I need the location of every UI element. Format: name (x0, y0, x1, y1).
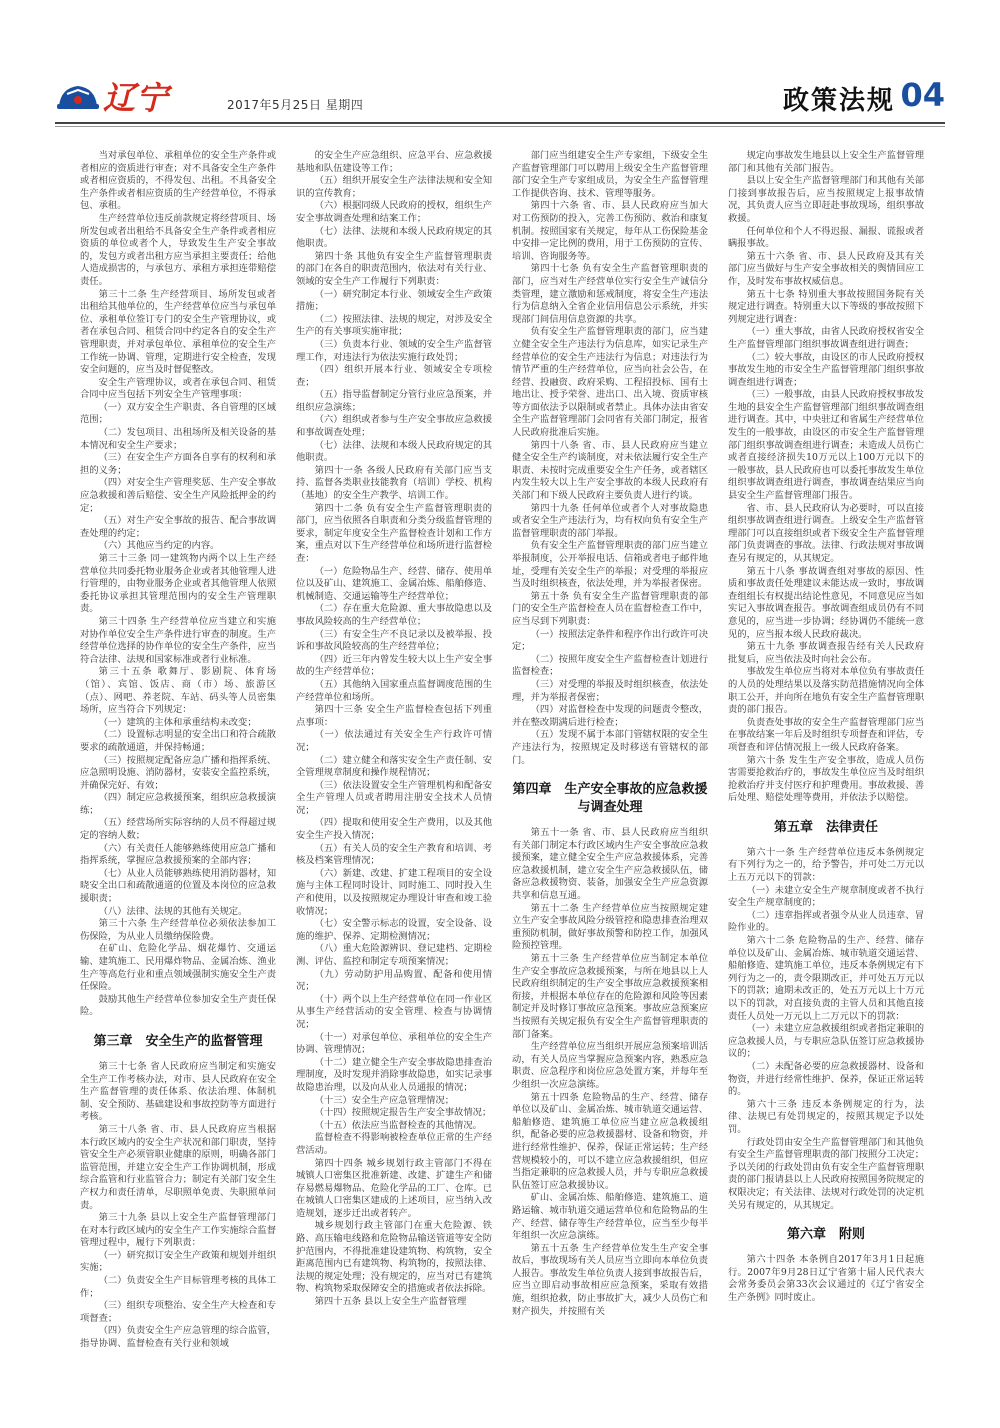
article-paragraph: （一）依法通过有关安全生产行政许可情况； (296, 729, 492, 753)
article-paragraph: （二）发包项目、出租场所及相关设备的基本情况和安全生产要求； (80, 427, 276, 451)
article-paragraph: 监督检查不得影响被检查单位正常的生产经营活动。 (296, 1132, 492, 1156)
article-paragraph: （七）法律、法规和本级人民政府规定的其他职责。 (296, 225, 492, 250)
article-paragraph: 第六十条 发生生产安全事故，造成人员伤害需要抢救治疗的，事故发生单位应当及时组织抢救治疗并支付医疗和护理费用。事故救援、善后处理、赔偿处理等费用，并依法予以赔偿。 (728, 754, 924, 804)
article-paragraph: （二）按照法律、法规的规定，对涉及安全生产的有关事项实施审批； (296, 313, 492, 338)
article-paragraph: 安全生产管理协议，或者在承包合同、租赁合同中应当包括下列安全生产管理事项： (80, 376, 276, 401)
article-paragraph: （六）有关责任人能够熟练使用应急广播和指挥系统，掌握应急救援预案的全部内容； (80, 842, 276, 867)
article-paragraph: （三）在安全生产方面各自享有的权利和承担的义务； (80, 452, 276, 476)
article-paragraph: （二）建立健全和落实安全生产责任制、安全管理规章制度和操作规程情况； (296, 754, 492, 779)
article-paragraph: （二）负责安全生产目标管理考核的具体工作； (80, 1275, 276, 1299)
article-paragraph: （一）重大事故，由省人民政府授权省安全生产监督管理部门组织事故调查组进行调查； (728, 326, 924, 350)
article-paragraph: 在矿山、危险化学品、烟花爆竹、交通运输、建筑施工、民用爆炸物品、金属冶炼、渔业生产等高危行业和重点领域强制实施安全生产责任保险。 (80, 943, 276, 993)
article-paragraph: 第五十一条 省、市、县人民政府应当组织有关部门制定本行政区域内生产安全事故应急救援预案，建立健全安全生产应急救援体系，完善应急救援机制，建立安全生产应急救援队伍，储备应急救援物资、装备，加强安全生产应急资源共享和信息互通。 (512, 827, 708, 902)
article-paragraph: （四）负责安全生产应急管理的综合监管，指导协调、监督检查有关行业和领域 (80, 1325, 276, 1350)
article-paragraph: （四）制定应急救援预案，组织应急救援演练； (80, 792, 276, 816)
article-paragraph: 第三十二条 生产经营项目、场所发包或者出租给其他单位的，生产经营单位应当与承包单位、承租单位签订专门的安全生产管理协议，或者在承包合同、租赁合同中约定各自的安全生产管理职责，并对承包单位、承租单位的安全生产工作统一协调、管理，定期进行安全检查，发现安全问题的，应当及时督促整改。 (80, 288, 276, 376)
article-paragraph: 事故发生单位应当将对本单位负有事故责任的人员的处理结果以及落实防范措施情况向全体职工公开，并向所在地负有安全生产监督管理职责的部门报告。 (728, 666, 924, 716)
article-paragraph: （四）提取和使用安全生产费用，以及其他安全生产投入情况； (296, 817, 492, 842)
article-paragraph: （十）两个以上生产经营单位在同一作业区从事生产经营活动的安全管理、检查与协调情况； (296, 993, 492, 1030)
article-paragraph: 第五十六条 省、市、县人民政府及其有关部门应当做好与生产安全事故相关的舆情回应工作，及时发布事故权威信息。 (728, 250, 924, 287)
masthead (55, 62, 945, 124)
article-paragraph: （一）未建立安全生产规章制度或者不执行安全生产规章制度的； (728, 884, 924, 909)
article-paragraph: （三）组织专项整治、安全生产大检查和专项督查； (80, 1300, 276, 1324)
article-paragraph: （三）一般事故，由县人民政府授权事故发生地的县安全生产监督管理部门组织事故调查组进行调查。其中，中央驻辽和省属生产经营单位发生的一般事故，由设区的市安全生产监督管理部门组织事故调查组进行调查；未造成人员伤亡或者直接经济损失10万元以上100万元以下的一般事故，县人民政府也可以委托事故发生单位组织事故调查组进行调查，事故调查结果应当向县安全生产监督管理部门报告。 (728, 389, 924, 502)
article-paragraph: （四）对监督检查中发现的问题责令整改，并在整改期满后进行检查； (512, 704, 708, 728)
article-paragraph: （十三）安全生产应急管理情况； (314, 1094, 455, 1106)
article-paragraph: （一）危险物品生产、经营、储存、使用单位以及矿山、建筑施工、金属冶炼、船舶修造、机械制造、交通运输等生产经营单位； (296, 565, 492, 602)
article-paragraph: （三）有安全生产不良记录以及被举报、投诉和事故风险较高的生产经营单位； (296, 628, 492, 653)
chapter-heading: 第四章 生产安全事故的应急救援与调查处理 (512, 782, 708, 816)
chapter-heading: 第五章 法律责任 (773, 819, 878, 835)
article-paragraph: 第三十三条 同一建筑物内两个以上生产经营单位共同委托物业服务企业或者其他管理人进行管理的，由物业服务企业或者其他管理人依照委托协议承担其管理范围内的安全生产管理职责。 (80, 553, 276, 615)
article-paragraph: （二）未配备必要的应急救援器材、设备和物资，并进行经常性维护、保养，保证正常运转的。 (728, 1060, 924, 1098)
article-paragraph: 第四十七条 负有安全生产监督管理职责的部门，应当对生产经营单位实行安全生产诚信分类管理，建立激励和惩戒制度，将安全生产违法行为信息纳入全省企业信用信息公示系统，并实现部门间信用信息资源的共享。 (512, 263, 708, 325)
article-paragraph: （二）按照年度安全生产监督检查计划进行监督检查； (512, 653, 708, 678)
article-paragraph: 第三十五条 歌舞厅、影剧院、体育场（馆）、宾馆、饭店、商（市）场、旅游区（点）、网吧、养老院、车站、码头等人员密集场所，应当符合下列规定： (80, 666, 276, 716)
logo-text: 辽宁 (103, 79, 170, 117)
article-paragraph: 第三十六条 生产经营单位必须依法参加工伤保险，为从业人员缴纳保险费。 (80, 918, 276, 942)
article-paragraph: 县以上安全生产监督管理部门和其他有关部门接到事故报告后，应当按照规定上报事故情况，其负责人应当立即赶赴事故现场，组织事故救援。 (728, 175, 924, 224)
chapter-heading: 第三章 安全生产的监督管理 (93, 1033, 263, 1049)
article-paragraph: （一）未建立应急救援组织或者指定兼职的应急救援人员，与专职应急队伍签订应急救援协议的； (728, 1023, 924, 1060)
article-paragraph: 当对承包单位、承租单位的安全生产条件或者相应的资质进行审查；对不具备安全生产条件或者相应资质的，不得发包、出租。不具备安全生产条件或者相应资质的生产经营单位，不得承包、承租。 (80, 150, 276, 212)
article-paragraph: 省、市、县人民政府认为必要时，可以直接组织事故调查组进行调查。上级安全生产监督管理部门可以直接组织或者下级安全生产监督管理部门负责调查的事故。法律、行政法规对事故调查另有规定的，从其规定。 (728, 502, 924, 564)
article-paragraph: 第四十五条 县以上安全生产监督管理 (314, 1296, 467, 1308)
article-paragraph: 第四十八条 省、市、县人民政府应当建立健全安全生产约谈制度，对未依法履行安全生产职责、未按时完成重要安全生产任务，或者辖区内发生较大以上生产安全事故的本级人民政府有关部门和下级人民政府主要负责人进行约谈。 (512, 439, 708, 502)
column-1 (80, 150, 276, 1350)
article-paragraph: （一）建筑的主体和承重结构未改变； (98, 716, 257, 728)
article-paragraph: 负有安全生产监督管理职责的部门，应当建立健全安全生产违法行为信息库，如实记录生产经营单位的安全生产违法行为信息；对违法行为情节严重的生产经营单位，应当向社会公告，在经营、投融资、政府采购、工程招投标、国有土地出让、授予荣誉、进出口、出入境、资质审核等方面依法予以限制或者禁止。具体办法由省安全生产监督管理部门会同省有关部门制定，报省人民政府批准后实施。 (512, 326, 708, 439)
article-paragraph: 负责查处事故的安全生产监督管理部门应当在事故结案一年后及时组织专项督查和评估，专项督查和评估情况报上一级人民政府备案。 (728, 716, 924, 753)
article-paragraph: （四）组织开展本行业、领域安全专项检查； (296, 364, 492, 388)
article-paragraph: 第六十三条 违反本条例规定的行为，法律、法规已有处罚规定的，按照其规定予以处罚。 (728, 1098, 924, 1135)
article-paragraph: （七）法律、法规和本级人民政府规定的其他职责。 (296, 439, 492, 464)
article-paragraph: 第三十四条 生产经营单位应当建立和实施对协作单位安全生产条件进行审查的制度。生产经营单位选择的协作单位的安全生产条件，应当符合法律、法规和国家标准或者行业标准。 (80, 615, 276, 665)
article-paragraph: 第四十一条 各级人民政府有关部门应当支持、监督各类职业技能教育（培训）学校、机构（基地）的安全生产教学、培训工作。 (296, 464, 492, 502)
article-paragraph: （十一）对承包单位、承租单位的安全生产协调、管理情况； (296, 1031, 492, 1056)
worker-helmet-icon (55, 76, 101, 116)
article-paragraph: 生产经营单位违反前款规定将经营项目、场所发包或者出租给不具备安全生产条件或者相应资质的单位或者个人，导致发生生产安全事故的，发包方或者出租方应当承担主要责任；给他人造成损害的，与承包方、承租方承担连带赔偿责任。 (80, 212, 276, 287)
article-paragraph: （一）研究拟订安全生产政策和规划并组织实施； (80, 1249, 276, 1274)
article-paragraph: （五）发现不属于本部门管辖权限的安全生产违法行为，按照规定及时移送有管辖权的部门。 (512, 729, 708, 766)
article-paragraph: （三）对受理的举报及时组织核查，依法处理，并为举报者保密； (512, 678, 708, 703)
article-paragraph: （五）其他纳入国家重点监督调度范围的生产经营单位和场所。 (296, 678, 492, 703)
header-rule-thin (55, 126, 945, 127)
article-paragraph: （八）法律、法规的其他有关规定。 (98, 905, 248, 917)
article-paragraph: （十五）依法应当监督检查的其他情况。 (314, 1119, 482, 1131)
article-paragraph: （一）按照法定条件和程序作出行政许可决定； (512, 628, 708, 653)
article-paragraph: （五）对生产安全事故的报告、配合事故调查处理的约定； (80, 515, 276, 539)
article-paragraph: （二）存在重大危险源、重大事故隐患以及事故风险较高的生产经营单位； (296, 603, 492, 627)
article-paragraph: 第三十九条 县以上安全生产监督管理部门在对本行政区域内的安全生产工作实施综合监督管理过程中，履行下列职责： (80, 1212, 276, 1249)
article-paragraph: 第四十条 其他负有安全生产监督管理职责的部门在各自的职责范围内，依法对有关行业、领域的安全生产工作履行下列职责： (296, 250, 492, 287)
article-paragraph: 第三十八条 省、市、县人民政府应当根据本行政区域内的安全生产状况和部门职责，坚持管安全生产必须管职业健康的原则，明确各部门监管范围，并建立安全生产工作协调机制，形成综合监管和行业监管合力；制定有关部门安全生产权力和责任清单，尽职照单免责、失职照单问责。 (80, 1123, 276, 1211)
article-paragraph: 的安全生产应急组织、应急平台、应急救援基地和队伍建设等工作； (296, 150, 492, 174)
article-paragraph: 第四十二条 负有安全生产监督管理职责的部门，应当依照各自职责和分类分级监督管理的要求，制定年度安全生产监督检查计划和工作方案，重点对以下生产经营单位和场所进行监督检查： (296, 502, 492, 564)
column-4 (728, 150, 924, 1350)
article-paragraph: （三）负责本行业、领域的安全生产监督管理工作，对违法行为依法实施行政处罚； (296, 338, 492, 363)
article-paragraph: （六）其他应当约定的内容。 (98, 540, 220, 552)
article-paragraph: （六）新建、改建、扩建工程项目的安全设施与主体工程同时设计、同时施工、同时投入生产和使用，以及按照规定办理设计审查和竣工验收情况； (296, 867, 492, 917)
article-paragraph: （三）依法设置安全生产管理机构和配备安全生产管理人员或者聘用注册安全技术人员情况； (296, 779, 492, 816)
article-paragraph: 鼓励其他生产经营单位参加安全生产责任保险。 (80, 993, 276, 1018)
article-paragraph: （三）按照规定配备应急广播和指挥系统、应急照明设施、消防器材，安装安全监控系统，并确保完好、有效； (80, 754, 276, 791)
article-paragraph: （五）有关人员的安全生产教育和培训、考核及档案管理情况； (296, 842, 492, 867)
article-paragraph: （二）较大事故，由设区的市人民政府授权事故发生地的市安全生产监督管理部门组织事故调查组进行调查； (728, 351, 924, 388)
article-paragraph: （一）双方安全生产职责、各自管理的区域范围； (80, 401, 276, 426)
article-paragraph: 行政处罚由安全生产监督管理部门和其他负有安全生产监督管理职责的部门按照分工决定；予以关闭的行政处罚由负有安全生产监督管理职责的部门报请县以上人民政府按照国务院规定的权限决定；有关法律、法规对行政处罚的决定机关另有规定的，从其规定。 (728, 1136, 924, 1211)
article-paragraph: （七）从业人员能够熟练使用消防器材，知晓安全出口和疏散通道的位置及本岗位的应急救援职责； (80, 867, 276, 905)
section-title: 政策法规 (782, 86, 895, 116)
article-paragraph: 第三十七条 省人民政府应当制定和实施安全生产工作考核办法，对市、县人民政府在安全生产监督管理的责任体系、依法治理、体制机制、安全预防、基础建设和事故控防等方面进行考核。 (80, 1060, 276, 1123)
article-paragraph: （九）劳动防护用品购置、配备和使用情况； (296, 968, 492, 993)
column-2 (296, 150, 492, 1350)
article-paragraph: 矿山、金属冶炼、船舶修造、建筑施工、道路运输、城市轨道交通运营单位和危险物品的生产、经营、储存等生产经营单位，应当至少每半年组织一次应急演练。 (512, 1192, 708, 1242)
article-paragraph: （四）对安全生产管理奖惩、生产安全事故应急救援和善后赔偿、安全生产风险抵押金的约定； (80, 477, 276, 514)
issue-date: 2017年5月25日 星期四 (227, 98, 364, 112)
newspaper-logo (55, 74, 169, 118)
article-paragraph: （二）设置标志明显的安全出口和符合疏散要求的疏散通道，并保持畅通； (80, 729, 276, 753)
article-paragraph: 任何单位和个人不得迟报、漏报、谎报或者瞒报事故。 (728, 225, 924, 250)
article-paragraph: 规定向事故发生地县以上安全生产监督管理部门和其他有关部门报告。 (728, 150, 924, 174)
article-paragraph: （六）组织或者参与生产安全事故应急救援和事故调查处理； (296, 414, 492, 439)
article-paragraph: （一）研究制定本行业、领域安全生产政策措施； (296, 288, 492, 313)
article-paragraph: 第六十一条 生产经营单位违反本条例规定有下列行为之一的，给予警告，并可处二万元以上五万元以下的罚款： (728, 846, 924, 884)
article-paragraph: 第四十四条 城乡规划行政主管部门不得在城镇人口密集区批准新建、改建、扩建生产和储存易燃易爆物品、危险化学品的工厂、仓库。已在城镇人口密集区建成的上述项目，应当纳入改造规划，逐步迁出或者转产。 (296, 1157, 492, 1219)
article-paragraph: 第五十七条 特别重大事故按照国务院有关规定进行调查。特别重大以下等级的事故按照下列规定进行调查： (728, 288, 924, 325)
header-rule (55, 122, 945, 124)
article-paragraph: 部门应当组建安全生产专家组，下级安全生产监督管理部门可以聘用上级安全生产监督管理部门安全生产专家组成员，为安全生产监督管理工作提供咨询、技术、管理等服务。 (512, 150, 708, 199)
article-paragraph: （六）根据同级人民政府的授权，组织生产安全事故调查处理和结案工作； (296, 200, 492, 224)
article-paragraph: （五）组织开展安全生产法律法规和安全知识的宣传教育； (296, 175, 492, 199)
article-paragraph: 第五十二条 生产经营单位应当按照规定建立生产安全事故风险分级管控和隐患排查治理双重预防机制，做好事故预警和防控工作，加强风险预控管理。 (512, 902, 708, 952)
article-paragraph: （七）安全警示标志的设置，安全设备、设施的维护、保养、定期检测情况； (296, 918, 492, 942)
article-paragraph: 第六十四条 本条例自2017年3月1日起施行。2007年9月28日辽宁省第十届人民代表大会常务委员会第33次会议通过的《辽宁省安全生产条例》同时废止。 (728, 1254, 924, 1303)
article-paragraph: 第五十五条 生产经营单位发生生产安全事故后，事故现场有关人员应当立即向本单位负责人报告。事故发生单位负责人接到事故报告后，应当立即启动事故相应应急预案，采取有效措施，组织抢救，防止事故扩大，减少人员伤亡和财产损失，并按照有关 (512, 1242, 708, 1317)
article-paragraph: 第五十四条 危险物品的生产、经营、储存单位以及矿山、金属冶炼、城市轨道交通运营、船舶修造、建筑施工单位应当建立应急救援组织，配备必要的应急救援器材、设备和物资，并进行经常性维护、保养，保证正常运转；生产经营规模较小的，可以不建立应急救援组织，但应当指定兼职的应急救援人员，并与专职应急救援队伍签订应急救援协议。 (512, 1091, 708, 1191)
article-paragraph: （二）违章指挥或者强令从业人员违章、冒险作业的。 (728, 909, 924, 934)
column-3 (512, 150, 708, 1350)
article-paragraph: 城乡规划行政主管部门在重大危险源、铁路、高压输电线路和危险物品输送管道等安全防护范围内，不得批准建设建筑物、构筑物，安全距离范围内已有建筑物、构筑物的，按照法律、法规的规定处理；没有规定的，应当对已有建筑物、构筑物采取保障安全的措施或者依法拆除。 (296, 1220, 492, 1295)
article-paragraph: 生产经营单位应当组织开展应急预案培训活动，有关人员应当掌握应急预案内容，熟悉应急职责、应急程序和岗位应急处置方案，并每年至少组织一次应急演练。 (512, 1041, 708, 1090)
page-number: 04 (900, 76, 945, 114)
article-paragraph: （十四）按照规定报告生产安全事故情况； (314, 1107, 492, 1119)
article-paragraph: 第五十九条 事故调查报告经有关人民政府批复后，应当依法及时向社会公布。 (728, 641, 924, 665)
article-paragraph: 第五十三条 生产经营单位应当制定本单位生产安全事故应急救援预案，与所在地县以上人民政府组织制定的生产安全事故应急救援预案相衔接，并根据本单位存在的危险源和风险等因素制定并及时修订事故应急预案。事故应急预案应当按照有关规定报负有安全生产监督管理职责的部门备案。 (512, 953, 708, 1040)
article-paragraph: 第五十八条 事故调查组对事故的原因、性质和事故责任处理建议未能达成一致时，事故调查组组长有权提出结论性意见，不同意见应当如实记入事故调查报告。事故调查组成员仍有不同意见的，应当进一步协调；经协调仍不能统一意见的，应当报本级人民政府裁决。 (728, 565, 924, 640)
article-paragraph: （四）近三年内曾发生较大以上生产安全事故的生产经营单位； (296, 653, 492, 678)
article-columns (80, 150, 925, 1350)
article-paragraph: 第五十条 负有安全生产监督管理职责的部门的安全生产监督检查人员在监督检查工作中，应当尽到下列职责： (512, 590, 708, 627)
article-paragraph: （五）经营场所实际容纳的人员不得超过规定的容纳人数； (80, 817, 276, 842)
article-paragraph: 第四十九条 任何单位或者个人对事故隐患或者安全生产违法行为，均有权向负有安全生产监督管理职责的部门举报。 (512, 502, 708, 539)
article-paragraph: （十二）建立健全生产安全事故隐患排查治理制度，及时发现并消除事故隐患，如实记录事故隐患治理，以及向从业人员通报的情况； (296, 1056, 492, 1093)
article-paragraph: 第四十六条 省、市、县人民政府应当加大对工伤预防的投入，完善工伤预防、救治和康复机制。按照国家有关规定，每年从工伤保险基金中安排一定比例的费用，用于工伤预防的宣传、培训、咨询服务等。 (512, 200, 708, 262)
article-paragraph: 第六十二条 危险物品的生产、经营、储存单位以及矿山、金属冶炼、城市轨道交通运营、船舶修造、建筑施工单位，违反本条例规定有下列行为之一的，责令限期改正，并可处五万元以下的罚款；逾期未改正的，处五万元以上十万元以下的罚款，对直接负责的主管人员和其他直接责任人员处一万元以上二万元以下的罚款： (728, 935, 924, 1022)
article-paragraph: （八）重大危险源辨识、登记建档、定期检测、评估、监控和制定专项预案情况； (296, 943, 492, 967)
article-paragraph: 第四十三条 安全生产监督检查包括下列重点事项： (296, 704, 492, 728)
article-paragraph: 负有安全生产监督管理职责的部门应当建立举报制度，公开举报电话、信箱或者电子邮件地址，受理有关安全生产的举报；对受理的举报应当及时组织核查，依法处理，并为举报者保密。 (512, 540, 708, 590)
article-paragraph: （五）指导监督制定分管行业应急预案，并组织应急演练； (296, 389, 492, 413)
chapter-heading: 第六章 附则 (786, 1227, 865, 1243)
